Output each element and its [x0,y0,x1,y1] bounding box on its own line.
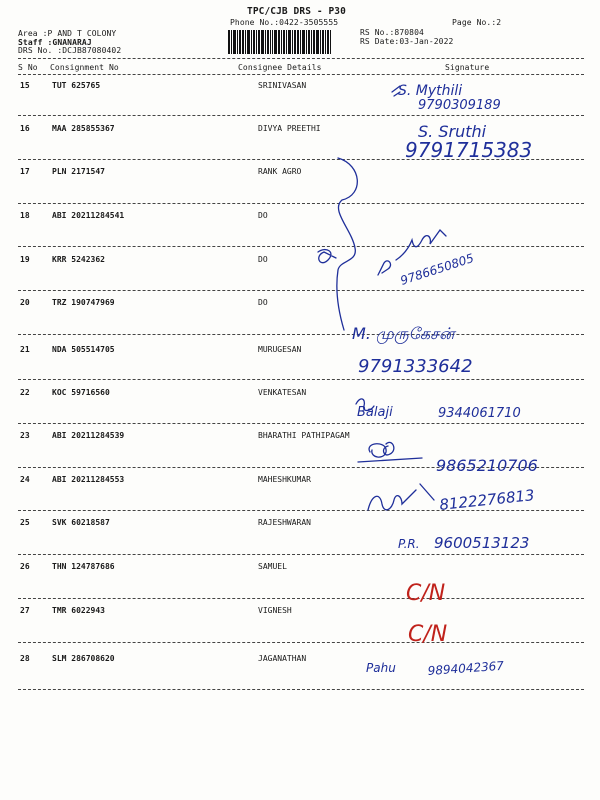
row-divider [18,159,584,160]
signature-phone: 9786650805 [398,250,476,288]
row-sno: 17 [20,167,30,176]
row-consignee: MURUGESAN [258,345,302,354]
row-sno: 28 [20,654,30,663]
row-consignment: KOC 59716560 [52,388,110,397]
row-sno: 24 [20,475,30,484]
row-divider [18,290,584,291]
row-sno: 27 [20,606,30,615]
row-consignment: ABI 20211284539 [52,431,125,440]
row-consignment: TUT 625765 [52,81,101,90]
table-row [0,167,600,177]
cn-mark: C/N [408,622,448,647]
staff-name: GNANARAJ [52,38,92,47]
signature-scribble [368,484,434,510]
row-consignee: RAJESHWARAN [258,518,311,527]
table-row [0,562,600,572]
row-consignee: MAHESHKUMAR [258,475,311,484]
row-divider [18,689,584,690]
row-consignee: VIGNESH [258,606,292,615]
signature-scribble [378,230,446,275]
signature-name: S. Mythili [398,83,463,99]
signature-phone: 9600513123 [434,534,530,552]
row-sno: 21 [20,345,30,354]
row-consignee: JAGANATHAN [258,654,307,663]
row-sno: 23 [20,431,30,440]
divider [18,74,584,75]
row-consignment: ABI 20211284553 [52,475,125,484]
area-label: Area :P AND T COLONY [18,29,117,38]
barcode [228,30,352,54]
drs-number: DRS No. :DCJB87080402 [18,46,122,55]
col-signature: Signature [445,63,490,72]
row-sno: 19 [20,255,30,264]
staff-label: Staff :GNANARAJ [18,38,92,47]
col-consignment: Consignment No [50,63,119,72]
table-row [0,298,600,308]
cn-mark: C/N [406,581,446,606]
row-divider [18,510,584,511]
col-consignee: Consignee Details [238,63,322,72]
signature-scribble [358,442,422,462]
table-row [0,518,600,528]
row-consignee: DO [258,255,268,264]
row-sno: 15 [20,81,30,90]
table-row [0,388,600,398]
signature-name: P.R. [398,537,420,551]
table-row [0,255,600,265]
signature-phone: 9865210706 [436,456,538,475]
row-consignment: THN 124787686 [52,562,115,571]
row-consignment: SVK 60218587 [52,518,110,527]
table-row [0,345,600,355]
row-consignment: TMR 6022943 [52,606,105,615]
row-consignee: DIVYA PREETHI [258,124,321,133]
row-divider [18,246,584,247]
col-sno: S No [18,63,38,72]
table-row [0,124,600,134]
rs-date: RS Date:03-Jan-2022 [360,37,454,46]
rs-number: RS No.:870804 [360,28,424,37]
table-row [0,211,600,221]
row-divider [18,115,584,116]
signature-phone: 9790309189 [418,98,501,113]
row-consignment: PLN 2171547 [52,167,105,176]
page-number: Page No.:2 [452,18,502,27]
row-sno: 26 [20,562,30,571]
row-consignee: SAMUEL [258,562,287,571]
row-consignment: KRR 5242362 [52,255,105,264]
row-divider [18,379,584,380]
row-consignee: VENKATESAN [258,388,307,397]
row-consignee: RANK AGRO [258,167,302,176]
signature-name: S. Sruthi [418,122,487,141]
row-consignment: MAA 285855367 [52,124,115,133]
table-row [0,606,600,616]
row-divider [18,203,584,204]
divider [18,58,584,59]
signature-phone: 8122276813 [438,486,536,514]
row-consignment: TRZ 190747969 [52,298,115,307]
signature-phone: 9344061710 [438,406,521,421]
row-divider [18,467,584,468]
table-row [0,81,600,91]
signature-scribble [356,399,374,411]
row-divider [18,642,584,643]
row-consignment: SLM 286708620 [52,654,115,663]
row-consignee: SRINIVASAN [258,81,307,90]
row-divider [18,598,584,599]
row-sno: 20 [20,298,30,307]
row-consignment: NDA 505514705 [52,345,115,354]
table-row [0,431,600,441]
row-sno: 22 [20,388,30,397]
signature-name: M. முருகேசன் [352,324,455,343]
signature-name: Pahu [366,661,396,675]
row-consignment: ABI 20211284541 [52,211,125,220]
row-sno: 16 [20,124,30,133]
table-row [0,475,600,485]
row-sno: 18 [20,211,30,220]
row-divider [18,423,584,424]
sheet-title: TPC/CJB DRS - P30 [247,6,346,17]
signature-phone: 9894042367 [427,658,505,678]
row-sno: 25 [20,518,30,527]
row-consignee: DO [258,298,268,307]
row-consignee: BHARATHI PATHIPAGAM [258,431,350,440]
phone-number: Phone No.:0422-3505555 [230,18,339,27]
row-divider [18,334,584,335]
signature-phone: 9791715383 [405,138,533,162]
row-divider [18,554,584,555]
row-consignee: DO [258,211,268,220]
signature-name: Balaji [357,405,393,420]
signature-phone: 9791333642 [358,356,473,377]
table-row [0,654,600,664]
